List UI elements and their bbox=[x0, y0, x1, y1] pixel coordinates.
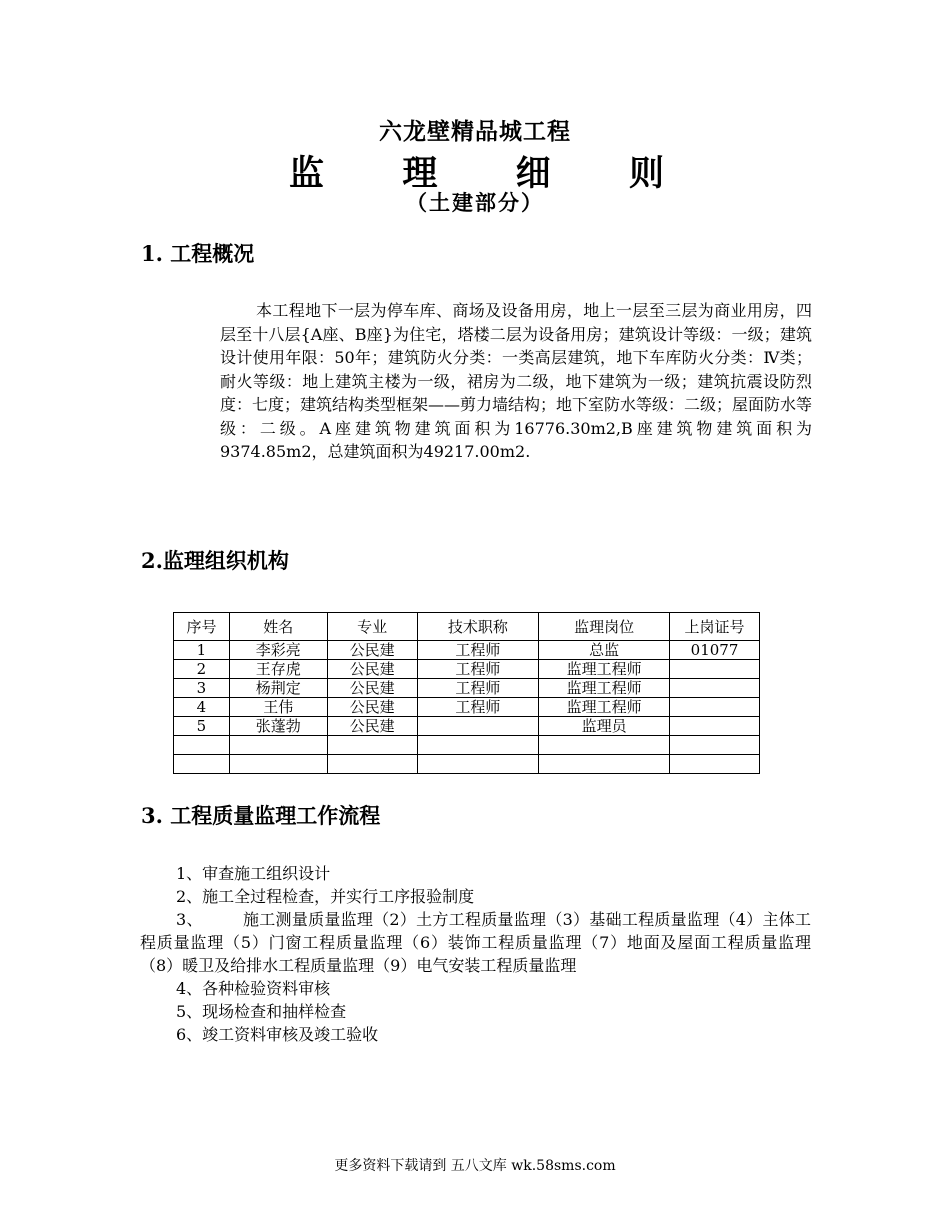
table-row bbox=[174, 717, 760, 736]
table-row bbox=[174, 660, 760, 679]
title-char: 则 bbox=[628, 153, 664, 194]
list-item-text: 施工测量质量监理（2）土方工程质量监理（3）基础工程质量监理（4）主体工程质量监理（5）门窗工程质量监理（6）装饰工程质量监理（7）地面及屋面工程质量监理（8）暖卫及给排水工程质量监理（9）电气安装工程质量监理 bbox=[140, 910, 811, 975]
table-cell bbox=[174, 736, 230, 755]
table-row bbox=[174, 755, 760, 774]
table-cell bbox=[539, 755, 670, 774]
table-cell: 公民建 bbox=[327, 660, 417, 679]
table-cell bbox=[670, 736, 760, 755]
table-cell: 4 bbox=[174, 698, 230, 717]
table-header-row bbox=[174, 613, 760, 641]
table-cell: 工程师 bbox=[417, 679, 539, 698]
table-cell bbox=[539, 736, 670, 755]
table-cell: 王存虎 bbox=[229, 660, 327, 679]
overview-paragraph: 本工程地下一层为停车库、商场及设备用房，地上一层至三层为商业用房，四层至十八层{A座、B座}为住宅，塔楼二层为设备用房；建筑设计等级：一级；建筑设计使用年限：50年；建筑防火分类：一类高层建筑，地下车库防火分类：Ⅳ类；耐火等级：地上建筑主楼为一级，裙房为二级，地下建筑为一级；建筑抗震设防烈度：七度；建筑结构类型框架——剪力墙结构；地下室防水等级：二级；屋面防水等级：二级。A座建筑物建筑面积为16776.30m2,B座建筑物建筑面积为9374.85m2，总建筑面积为49217.00m2. bbox=[220, 301, 813, 461]
table-cell: 2 bbox=[174, 660, 230, 679]
table-cell bbox=[417, 736, 539, 755]
table-cell bbox=[417, 755, 539, 774]
title-char: 理 bbox=[402, 153, 438, 194]
table-cell bbox=[670, 755, 760, 774]
table-cell bbox=[229, 755, 327, 774]
table-cell: 01077 bbox=[670, 641, 760, 660]
workflow-list bbox=[140, 862, 811, 1046]
table-row bbox=[174, 698, 760, 717]
table-cell bbox=[417, 717, 539, 736]
section-heading-organization: 2.监理组织机构 bbox=[141, 548, 289, 573]
section-heading-workflow: 3. 工程质量监理工作流程 bbox=[141, 803, 381, 828]
table-cell bbox=[327, 736, 417, 755]
table-cell: 1 bbox=[174, 641, 230, 660]
list-item: 2、施工全过程检查，并实行工序报验制度 bbox=[176, 887, 475, 906]
column-header: 序号 bbox=[174, 613, 230, 641]
staff-table bbox=[173, 612, 760, 774]
list-item: 6、竣工资料审核及竣工验收 bbox=[176, 1025, 379, 1044]
title-char: 细 bbox=[515, 153, 551, 194]
table-cell: 监理工程师 bbox=[539, 679, 670, 698]
title-char: 监 bbox=[289, 153, 325, 194]
column-header: 技术职称 bbox=[417, 613, 539, 641]
table-cell bbox=[670, 698, 760, 717]
list-item-number: 3、 bbox=[176, 910, 203, 929]
table-row bbox=[174, 641, 760, 660]
list-item: 1、审查施工组织设计 bbox=[176, 864, 331, 883]
table-cell bbox=[174, 755, 230, 774]
column-header: 上岗证号 bbox=[670, 613, 760, 641]
table-cell bbox=[670, 679, 760, 698]
table-cell bbox=[229, 736, 327, 755]
table-cell: 监理工程师 bbox=[539, 660, 670, 679]
table-row bbox=[174, 679, 760, 698]
list-item: 4、各种检验资料审核 bbox=[176, 979, 331, 998]
table-cell: 公民建 bbox=[327, 641, 417, 660]
column-header: 专业 bbox=[327, 613, 417, 641]
table-cell bbox=[670, 717, 760, 736]
table-cell bbox=[670, 660, 760, 679]
table-cell: 公民建 bbox=[327, 717, 417, 736]
table-row bbox=[174, 736, 760, 755]
table-cell: 李彩亮 bbox=[229, 641, 327, 660]
list-item: 5、现场检查和抽样检查 bbox=[176, 1002, 347, 1021]
project-title: 六龙壁精品城工程 bbox=[379, 118, 571, 145]
table-cell: 王伟 bbox=[229, 698, 327, 717]
table-cell: 公民建 bbox=[327, 698, 417, 717]
table-cell: 杨荆定 bbox=[229, 679, 327, 698]
table-cell: 5 bbox=[174, 717, 230, 736]
table-cell: 总监 bbox=[539, 641, 670, 660]
column-header: 姓名 bbox=[229, 613, 327, 641]
document-subtitle: （土建部分） bbox=[406, 190, 544, 215]
section-heading-overview: 1. 工程概况 bbox=[141, 241, 255, 266]
table-cell: 3 bbox=[174, 679, 230, 698]
table-cell: 监理员 bbox=[539, 717, 670, 736]
footer-text: 更多资料下载请到 五八文库 wk.58sms.com bbox=[334, 1158, 616, 1174]
table-cell: 公民建 bbox=[327, 679, 417, 698]
table-cell: 工程师 bbox=[417, 641, 539, 660]
table-cell: 工程师 bbox=[417, 698, 539, 717]
column-header: 监理岗位 bbox=[539, 613, 670, 641]
table-cell: 张蓬勃 bbox=[229, 717, 327, 736]
list-item bbox=[140, 908, 811, 977]
table-cell: 工程师 bbox=[417, 660, 539, 679]
table-cell: 监理工程师 bbox=[539, 698, 670, 717]
table-cell bbox=[327, 755, 417, 774]
